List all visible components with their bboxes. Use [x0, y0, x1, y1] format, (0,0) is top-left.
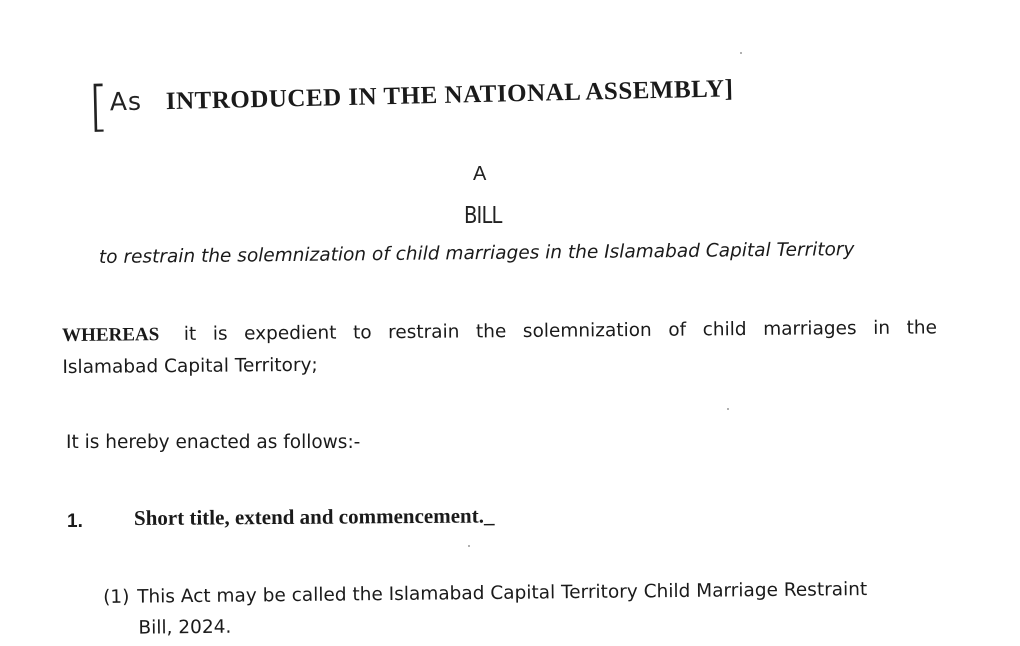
clause-text-1: This Act may be called the Islamabad Capital Territory Child Marriage Restraint	[137, 578, 868, 608]
preamble-word: solemnization	[522, 319, 652, 342]
scan-speck	[740, 52, 742, 54]
preamble-word: marriages	[763, 318, 857, 340]
preamble-word: of	[668, 319, 687, 341]
scan-speck	[727, 408, 729, 410]
clause-number: (1)	[103, 586, 130, 608]
bill-article: A	[473, 163, 487, 185]
bracket-close: ]	[724, 75, 734, 103]
preamble-word: the	[475, 321, 507, 343]
handwritten-bracket-open: [	[87, 74, 110, 138]
preamble-word: is	[212, 323, 228, 345]
enacting-formula: It is hereby enacted as follows:-	[66, 432, 361, 453]
clause-1	[103, 573, 944, 644]
preamble-keyword: WHEREAS	[62, 324, 160, 346]
preamble-word: the	[906, 317, 938, 339]
section-title: Short title, extend and commencement._	[133, 503, 495, 530]
preamble-word: expedient	[244, 322, 337, 345]
preamble-word: restrain	[388, 321, 460, 344]
preamble-line-2: Islamabad Capital Territory;	[62, 354, 318, 378]
clause-line-2: Bill, 2024.	[138, 616, 232, 639]
heading	[83, 52, 875, 150]
heading-title	[166, 75, 734, 116]
preamble-word: it	[183, 323, 197, 345]
section-number: 1.	[67, 511, 83, 532]
preamble-word: in	[873, 317, 891, 339]
preamble-word: child	[702, 319, 747, 341]
bill-word: BILL	[464, 203, 502, 229]
preamble-word: to	[352, 322, 372, 344]
handwritten-prefix: As	[109, 86, 143, 117]
heading-title-text: INTRODUCED IN THE NATIONAL ASSEMBLY	[165, 75, 725, 116]
preamble	[62, 312, 938, 384]
bill-purpose: to restrain the solemnization of child marriages in the Islamabad Capital Territory	[98, 239, 855, 268]
scan-speck	[468, 545, 470, 547]
